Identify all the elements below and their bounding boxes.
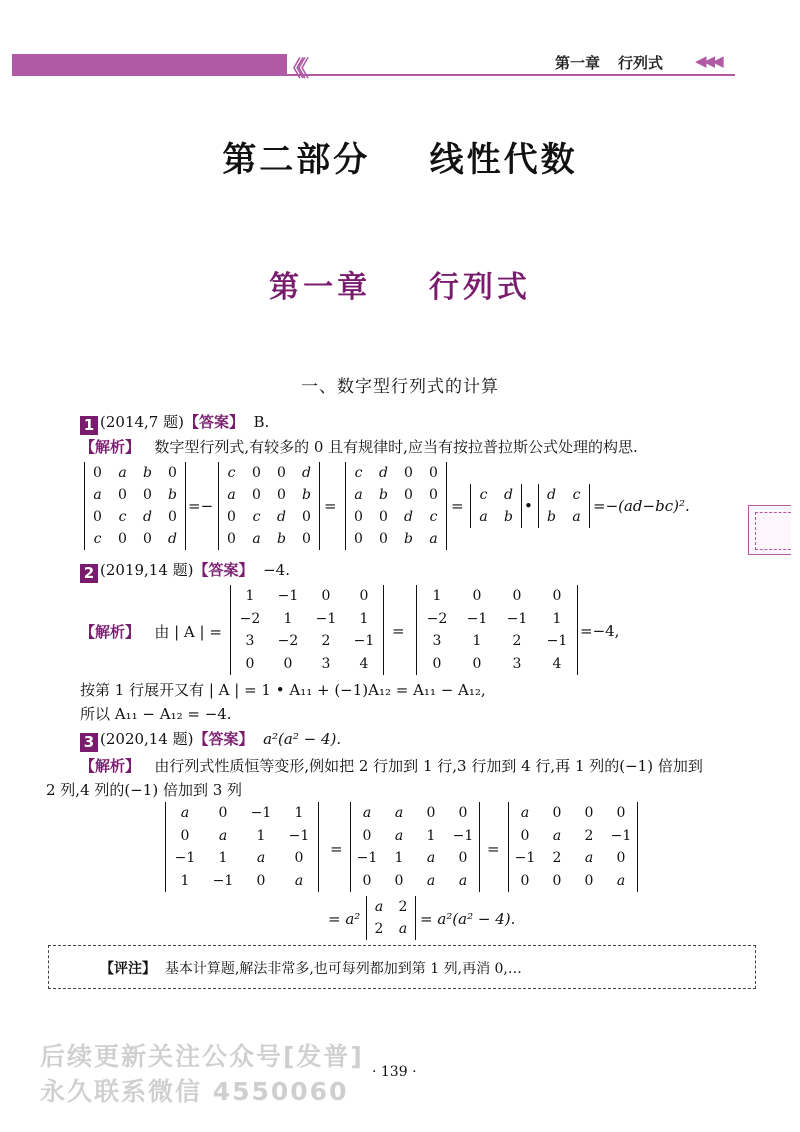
matrix-entry: b	[143, 465, 152, 481]
matrix-entry: 1	[245, 588, 255, 605]
matrix-entry: 2	[552, 850, 562, 867]
q2-determinant-1	[230, 585, 384, 675]
section-title: 一、数字型行列式的计算	[301, 377, 499, 397]
matrix-entry: c	[572, 487, 581, 503]
header-chapter-name: 行列式	[618, 54, 664, 72]
matrix-entry: 0	[394, 872, 404, 889]
matrix-entry: a	[252, 531, 261, 547]
matrix-entry: 1	[426, 827, 436, 844]
matrix-entry: 0	[218, 805, 228, 822]
matrix-entry: −1	[353, 633, 375, 650]
matrix-entry: −1	[610, 827, 632, 844]
matrix-entry: a	[294, 872, 304, 889]
matrix-entry: a	[479, 509, 488, 525]
chapter-title: 第一章 行列式	[269, 270, 531, 305]
matrix-entry: a	[616, 872, 626, 889]
matrix-entry: 4	[359, 655, 369, 672]
page-number: · 139 ·	[372, 1064, 417, 1080]
q3-analysis-tag: 【解析】	[80, 757, 141, 775]
q3-analysis	[80, 756, 703, 776]
q1-analysis-tag: 【解析】	[80, 438, 141, 456]
matrix-entry: a	[354, 487, 363, 503]
matrix-entry: a	[93, 487, 102, 503]
matrix-entry: −1	[212, 872, 234, 889]
matrix-entry: d	[379, 465, 388, 481]
q1-dot: •	[524, 497, 533, 515]
matrix-entry: 0	[118, 531, 127, 547]
q2-heading	[80, 560, 290, 583]
matrix-entry: a	[394, 805, 404, 822]
matrix-entry: a	[572, 509, 581, 525]
q1-determinant-1	[84, 462, 186, 550]
matrix-entry: −1	[250, 805, 272, 822]
matrix-entry: d	[168, 531, 177, 547]
note-tag: 【评注】	[100, 961, 156, 977]
matrix-entry: 2	[512, 633, 522, 650]
matrix-entry: 0	[472, 655, 482, 672]
q1-number: 1	[80, 416, 98, 435]
matrix-entry: −1	[506, 610, 528, 627]
matrix-entry: 0	[552, 872, 562, 889]
matrix-entry: 0	[584, 872, 594, 889]
q2-by: 由 | A | =	[154, 623, 222, 641]
q3-answer-tag: 【答案】	[193, 730, 254, 748]
matrix-entry: 1	[432, 588, 442, 605]
matrix-entry: 0	[180, 827, 190, 844]
matrix-entry: 0	[458, 850, 468, 867]
watermark-line-1: 后续更新关注公众号[发普]	[40, 1042, 364, 1071]
matrix-entry: 0	[93, 465, 102, 481]
matrix-entry: 0	[359, 588, 369, 605]
q1-source: (2014,7 题)	[100, 413, 184, 431]
q3-number: 3	[80, 733, 98, 752]
q1-determinant-2	[218, 462, 320, 550]
matrix-entry: d	[277, 509, 286, 525]
matrix-entry: d	[404, 509, 413, 525]
q1-heading	[80, 412, 269, 435]
q2-determinant-2	[416, 585, 578, 675]
matrix-entry: 0	[143, 487, 152, 503]
matrix-entry: 0	[520, 872, 530, 889]
matrix-entry: 0	[227, 509, 236, 525]
matrix-entry: 0	[426, 805, 436, 822]
matrix-entry: 0	[616, 850, 626, 867]
matrix-entry: −1	[356, 850, 378, 867]
watermark-line-2: 永久联系微信 4550060	[40, 1077, 349, 1106]
matrix-entry: c	[252, 509, 261, 525]
matrix-entry: 2	[398, 899, 408, 915]
q1-eq: =	[324, 497, 337, 515]
matrix-entry: a	[256, 850, 266, 867]
matrix-entry: a	[398, 921, 408, 937]
matrix-entry: 0	[616, 805, 626, 822]
matrix-entry: a	[218, 827, 228, 844]
matrix-entry: 0	[429, 465, 438, 481]
matrix-entry: d	[302, 465, 311, 481]
header-chevron-right-icon: ◀◀◀	[695, 52, 721, 70]
q2-result: =−4,	[580, 622, 620, 640]
matrix-entry: 0	[584, 805, 594, 822]
q1-eq-2: =	[451, 497, 464, 515]
matrix-entry: 0	[93, 509, 102, 525]
matrix-entry: 0	[302, 509, 311, 525]
matrix-entry: 0	[283, 655, 293, 672]
matrix-entry: 0	[472, 588, 482, 605]
matrix-entry: −1	[315, 610, 337, 627]
q3-answer: a²(a² − 4).	[263, 730, 342, 748]
matrix-entry: a	[118, 465, 127, 481]
matrix-entry: 0	[404, 465, 413, 481]
matrix-entry: 0	[256, 872, 266, 889]
matrix-entry: 0	[118, 487, 127, 503]
note	[100, 958, 522, 978]
matrix-entry: 0	[168, 465, 177, 481]
matrix-entry: b	[547, 509, 556, 525]
part-title: 第二部分 线性代数	[222, 140, 578, 180]
q2-line-1: 按第 1 行展开又有 | A | = 1 • A₁₁ + (−1)A₁₂ = A₁₁ − A₁₂,	[80, 681, 486, 699]
matrix-entry: −1	[174, 850, 196, 867]
matrix-entry: b	[168, 487, 177, 503]
matrix-entry: 0	[362, 872, 372, 889]
matrix-entry: 1	[472, 633, 482, 650]
header-rule	[287, 74, 735, 76]
matrix-entry: a	[227, 487, 236, 503]
matrix-entry: d	[143, 509, 152, 525]
matrix-entry: c	[479, 487, 488, 503]
matrix-entry: 1	[394, 850, 404, 867]
q3-eq: =	[330, 840, 343, 858]
matrix-entry: c	[93, 531, 102, 547]
q2-analysis	[80, 622, 222, 642]
matrix-entry: d	[504, 487, 513, 503]
q3-determinant-3	[508, 802, 638, 892]
matrix-entry: 3	[512, 655, 522, 672]
matrix-entry: 0	[458, 805, 468, 822]
matrix-entry: 1	[294, 805, 304, 822]
q1-analysis	[80, 437, 638, 457]
matrix-entry: 3	[321, 655, 331, 672]
matrix-entry: b	[379, 487, 388, 503]
matrix-entry: d	[547, 487, 556, 503]
side-thumb-tab-inner	[755, 512, 791, 550]
matrix-entry: c	[118, 509, 127, 525]
matrix-entry: 0	[321, 588, 331, 605]
q3-heading	[80, 729, 341, 752]
matrix-entry: −2	[239, 610, 261, 627]
matrix-entry: b	[504, 509, 513, 525]
matrix-entry: a	[584, 850, 594, 867]
matrix-entry: b	[404, 531, 413, 547]
matrix-entry: a	[426, 872, 436, 889]
q2-source: (2019,14 题)	[100, 561, 194, 579]
matrix-entry: a	[429, 531, 438, 547]
q3-determinant-2	[350, 802, 480, 892]
running-header	[555, 52, 663, 73]
matrix-entry: 3	[245, 633, 255, 650]
matrix-entry: a	[426, 850, 436, 867]
matrix-entry: 0	[379, 509, 388, 525]
matrix-entry: 1	[218, 850, 228, 867]
matrix-entry: c	[227, 465, 236, 481]
matrix-entry: 0	[252, 465, 261, 481]
matrix-entry: 0	[302, 531, 311, 547]
q2-answer-tag: 【答案】	[193, 561, 254, 579]
matrix-entry: −1	[514, 850, 536, 867]
matrix-entry: 0	[354, 531, 363, 547]
matrix-entry: 0	[227, 531, 236, 547]
q2-analysis-tag: 【解析】	[80, 623, 141, 641]
q1-determinant-4	[470, 484, 522, 528]
matrix-entry: a	[180, 805, 190, 822]
matrix-entry: 0	[404, 487, 413, 503]
q3-result: = a²(a² − 4).	[420, 910, 516, 928]
matrix-entry: −2	[277, 633, 299, 650]
q2-answer: −4.	[263, 561, 290, 579]
q2-number: 2	[80, 564, 98, 583]
matrix-entry: b	[277, 531, 286, 547]
matrix-entry: 1	[359, 610, 369, 627]
matrix-entry: −1	[466, 610, 488, 627]
header-band	[12, 54, 287, 76]
matrix-entry: a	[520, 805, 530, 822]
q2-eq: =	[392, 622, 405, 640]
matrix-entry: 0	[245, 655, 255, 672]
matrix-entry: 1	[283, 610, 293, 627]
matrix-entry: 2	[584, 827, 594, 844]
matrix-entry: 1	[256, 827, 266, 844]
matrix-entry: 0	[512, 588, 522, 605]
matrix-entry: 0	[379, 531, 388, 547]
q3-eq-2: =	[487, 840, 500, 858]
q1-answer-tag: 【答案】	[183, 413, 244, 431]
matrix-entry: −1	[277, 588, 299, 605]
matrix-entry: a	[362, 805, 372, 822]
matrix-entry: a	[394, 827, 404, 844]
q1-answer: B.	[253, 413, 270, 431]
matrix-entry: a	[374, 899, 384, 915]
matrix-entry: b	[302, 487, 311, 503]
matrix-entry: 2	[321, 633, 331, 650]
header-chevron-left-icon: 《《	[282, 57, 304, 82]
q3-determinant-1	[165, 802, 319, 892]
q3-analysis-2: 2 列,4 列的(−1) 倍加到 3 列	[46, 781, 243, 799]
matrix-entry: a	[458, 872, 468, 889]
matrix-entry: 1	[552, 610, 562, 627]
matrix-entry: 0	[552, 805, 562, 822]
matrix-entry: 0	[552, 588, 562, 605]
q3-determinant-4	[366, 896, 416, 940]
matrix-entry: −1	[288, 827, 310, 844]
matrix-entry: 0	[432, 655, 442, 672]
matrix-entry: a	[552, 827, 562, 844]
matrix-entry: 0	[362, 827, 372, 844]
q3-source: (2020,14 题)	[100, 730, 194, 748]
q1-eq-minus: =−	[188, 497, 214, 515]
q3-pre: = a²	[328, 910, 361, 928]
q3-analysis-text: 由行列式性质恒等变形,例如把 2 行加到 1 行,3 行加到 4 行,再 1 列的(−1) 倍加到	[154, 757, 703, 775]
header-chapter: 第一章	[555, 54, 601, 72]
matrix-entry: 0	[429, 487, 438, 503]
q2-line-2: 所以 A₁₁ − A₁₂ = −4.	[80, 705, 232, 723]
matrix-entry: −2	[426, 610, 448, 627]
matrix-entry: 3	[432, 633, 442, 650]
matrix-entry: c	[429, 509, 438, 525]
matrix-entry: 0	[294, 850, 304, 867]
matrix-entry: 0	[277, 465, 286, 481]
q1-analysis-text: 数字型行列式,有较多的 0 且有规律时,应当有按拉普拉斯公式处理的构思.	[154, 438, 638, 456]
matrix-entry: 0	[277, 487, 286, 503]
matrix-entry: 0	[520, 827, 530, 844]
q1-result: =−(ad−bc)².	[593, 497, 690, 515]
q1-determinant-5	[538, 484, 590, 528]
matrix-entry: 1	[180, 872, 190, 889]
matrix-entry: 4	[552, 655, 562, 672]
matrix-entry: 0	[143, 531, 152, 547]
matrix-entry: 0	[354, 509, 363, 525]
matrix-entry: −1	[546, 633, 568, 650]
note-text: 基本计算题,解法非常多,也可每列都加到第 1 列,再消 0,…	[164, 961, 522, 977]
matrix-entry: c	[354, 465, 363, 481]
matrix-entry: 0	[168, 509, 177, 525]
matrix-entry: −1	[452, 827, 474, 844]
matrix-entry: 0	[252, 487, 261, 503]
matrix-entry: 2	[374, 921, 384, 937]
q1-determinant-3	[345, 462, 447, 550]
